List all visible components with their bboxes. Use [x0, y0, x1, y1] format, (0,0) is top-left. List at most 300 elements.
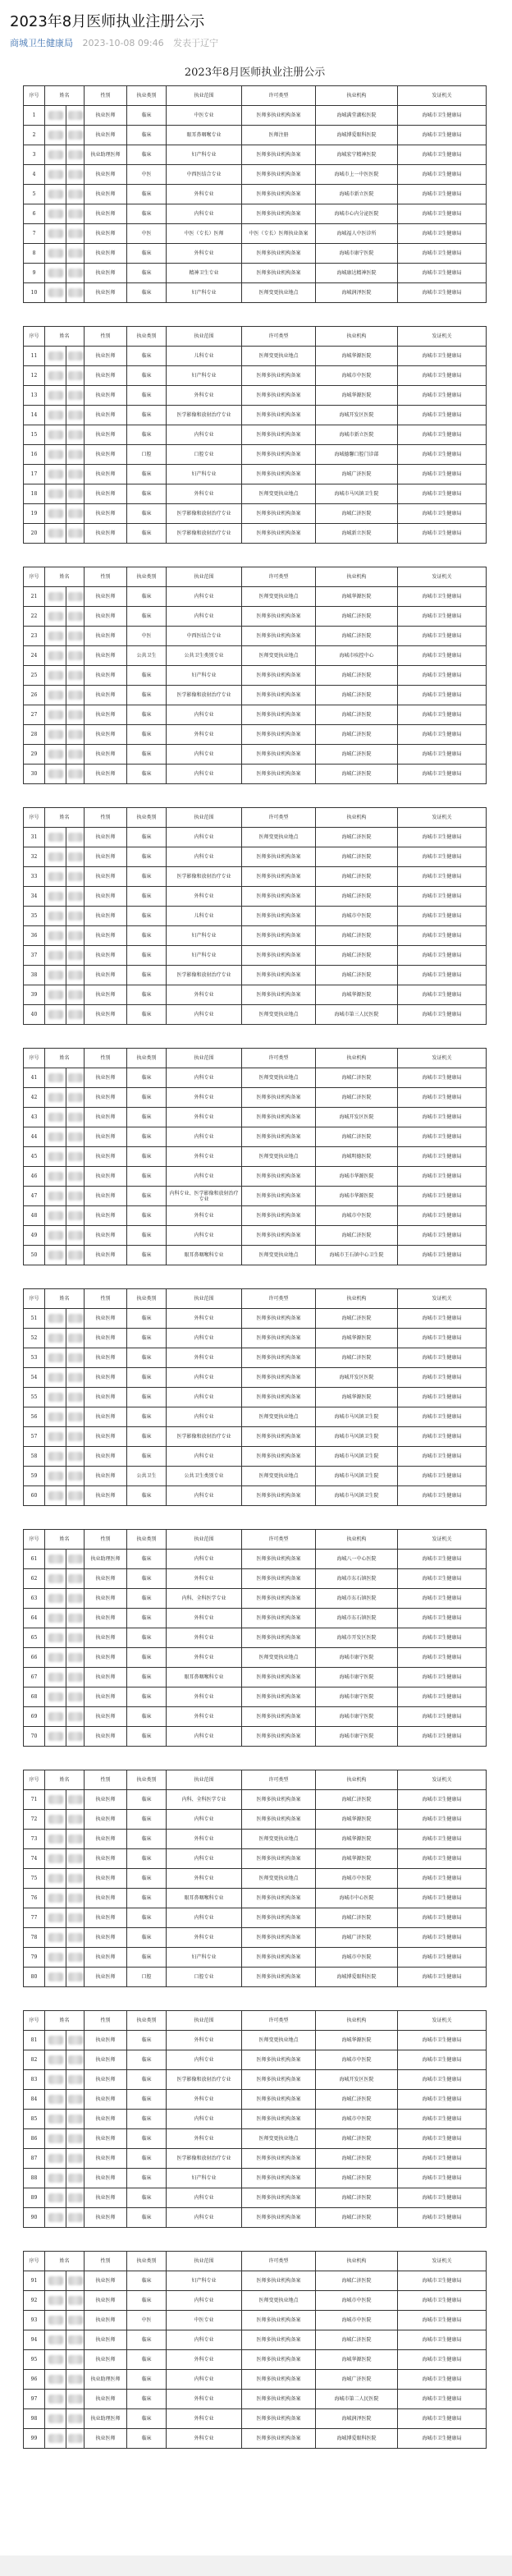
cell-index: 34 — [24, 887, 45, 907]
redacted-name — [68, 2395, 83, 2404]
document-image — [23, 61, 486, 2552]
cell-scope: 内科专业 — [167, 587, 242, 607]
redacted-name — [48, 150, 63, 159]
table-row — [24, 1810, 487, 1830]
cell-category: 临床 — [127, 1206, 167, 1226]
cell-license-type: 执业助理医师 — [85, 2370, 127, 2390]
cell-scope: 内科专业 — [167, 425, 242, 445]
redacted-name — [68, 1673, 83, 1682]
cell-category: 临床 — [127, 1830, 167, 1849]
cell-scope: 外科专业 — [167, 1609, 242, 1628]
table-row — [24, 1088, 487, 1108]
table-row — [24, 2031, 487, 2050]
cell-issuer: 海城市卫生健康局 — [398, 1407, 487, 1427]
cell-scope: 外科专业 — [167, 1309, 242, 1329]
cell-name-redacted-2 — [66, 283, 85, 303]
redacted-name — [68, 710, 83, 719]
cell-license-type: 执业医师 — [85, 1068, 127, 1088]
cell-name-redacted-2 — [66, 1928, 85, 1948]
cell-permit-type: 医师多执业机构备案 — [242, 1368, 316, 1388]
table-row — [24, 1569, 487, 1589]
cell-name-redacted-2 — [66, 1206, 85, 1226]
redacted-name — [68, 651, 83, 660]
cell-index: 46 — [24, 1167, 45, 1187]
table-header-row — [24, 1289, 487, 1309]
cell-name-redacted-2 — [66, 2350, 85, 2370]
cell-issuer: 海城市卫生健康局 — [398, 1187, 487, 1206]
cell-institution: 海城仁济医院 — [316, 745, 398, 765]
redacted-name — [48, 209, 63, 218]
table-row — [24, 1948, 487, 1968]
cell-license-type: 执业医师 — [85, 244, 127, 264]
cell-issuer: 海城市卫生健康局 — [398, 1068, 487, 1088]
cell-institution: 海城华源医院 — [316, 1849, 398, 1869]
redacted-name — [68, 750, 83, 759]
cell-category: 临床 — [127, 1668, 167, 1687]
cell-name-redacted — [45, 907, 66, 926]
header-cell: 执业范围 — [167, 567, 242, 587]
redacted-name — [48, 1192, 63, 1201]
cell-issuer: 海城市卫生健康局 — [398, 406, 487, 425]
cell-index: 3 — [24, 145, 45, 165]
cell-category: 中医 — [127, 2311, 167, 2330]
cell-license-type: 执业医师 — [85, 1167, 127, 1187]
redacted-name — [68, 1412, 83, 1421]
cell-name-redacted — [45, 1687, 66, 1707]
redacted-name — [48, 1834, 63, 1844]
cell-index: 26 — [24, 686, 45, 705]
cell-license-type: 执业医师 — [85, 1467, 127, 1486]
cell-name-redacted — [45, 2149, 66, 2169]
cell-scope: 妇产科专业 — [167, 1948, 242, 1968]
redacted-name — [68, 592, 83, 601]
cell-institution: 海城宏宁精神医院 — [316, 145, 398, 165]
cell-scope: 外科专业 — [167, 185, 242, 204]
redacted-name — [68, 190, 83, 199]
cell-scope: 外科专业 — [167, 725, 242, 745]
cell-name-redacted-2 — [66, 646, 85, 666]
header-cell: 执业类别 — [127, 86, 167, 106]
cell-name-redacted-2 — [66, 106, 85, 126]
redacted-name — [48, 2213, 63, 2222]
cell-index: 93 — [24, 2311, 45, 2330]
table-row — [24, 264, 487, 283]
cell-index: 7 — [24, 224, 45, 244]
cell-name-redacted-2 — [66, 2031, 85, 2050]
redacted-name — [48, 730, 63, 739]
cell-institution: 海城仁济医院 — [316, 1348, 398, 1368]
cell-issuer: 海城市卫生健康局 — [398, 2370, 487, 2390]
cell-name-redacted-2 — [66, 2330, 85, 2350]
table-row — [24, 725, 487, 745]
cell-index: 80 — [24, 1968, 45, 1987]
cell-category: 临床 — [127, 504, 167, 524]
cell-category: 临床 — [127, 1068, 167, 1088]
cell-permit-type: 医师多执业机构备案 — [242, 1329, 316, 1348]
cell-permit-type: 医师变更执业地点 — [242, 283, 316, 303]
cell-institution: 海城市康宁医院 — [316, 244, 398, 264]
cell-institution: 海城华源医院 — [316, 1830, 398, 1849]
cell-name-redacted — [45, 1727, 66, 1747]
cell-scope: 内科、全科医学专业 — [167, 1790, 242, 1810]
table-row — [24, 2129, 487, 2149]
redacted-name — [68, 1491, 83, 1500]
cell-name-redacted-2 — [66, 765, 85, 784]
redacted-name — [48, 750, 63, 759]
cell-name-redacted-2 — [66, 2090, 85, 2110]
cell-index: 82 — [24, 2050, 45, 2070]
section-gap — [24, 1025, 487, 1049]
section-gap — [24, 303, 487, 327]
redacted-name — [68, 1653, 83, 1662]
cell-name-redacted — [45, 106, 66, 126]
cell-license-type: 执业医师 — [85, 1088, 127, 1108]
cell-category: 临床 — [127, 587, 167, 607]
header-cell: 发证机关 — [398, 808, 487, 828]
cell-index: 30 — [24, 765, 45, 784]
cell-index: 92 — [24, 2291, 45, 2311]
cell-name-redacted-2 — [66, 1127, 85, 1147]
cell-permit-type: 医师多执业机构备案 — [242, 386, 316, 406]
cell-category: 临床 — [127, 2090, 167, 2110]
cell-issuer: 海城市卫生健康局 — [398, 985, 487, 1005]
cell-institution: 海城市中医院 — [316, 1869, 398, 1889]
cell-license-type: 执业医师 — [85, 1348, 127, 1368]
cell-name-redacted-2 — [66, 406, 85, 425]
cell-category: 口腔 — [127, 1968, 167, 1987]
cell-issuer: 海城市卫生健康局 — [398, 1127, 487, 1147]
cell-institution: 海城市华源医院 — [316, 1167, 398, 1187]
cell-license-type: 执业医师 — [85, 1648, 127, 1668]
cell-issuer: 海城市卫生健康局 — [398, 2208, 487, 2228]
cell-issuer: 海城市卫生健康局 — [398, 1329, 487, 1348]
cell-name-redacted — [45, 2429, 66, 2449]
cell-permit-type: 医师多执业机构备案 — [242, 185, 316, 204]
redacted-name — [48, 710, 63, 719]
cell-scope: 内科专业、医学影像和放射治疗专业 — [167, 1187, 242, 1206]
cell-permit-type: 医师多执业机构备案 — [242, 1226, 316, 1246]
cell-category: 临床 — [127, 765, 167, 784]
redacted-name — [68, 450, 83, 459]
cell-name-redacted-2 — [66, 445, 85, 465]
table-row — [24, 1628, 487, 1648]
cell-name-redacted-2 — [66, 145, 85, 165]
cell-name-redacted-2 — [66, 1329, 85, 1348]
cell-institution: 海城润泽医院 — [316, 283, 398, 303]
redacted-name — [48, 1491, 63, 1500]
redacted-name — [48, 2174, 63, 2183]
cell-index: 63 — [24, 1589, 45, 1609]
table-row — [24, 445, 487, 465]
cell-license-type: 执业医师 — [85, 2031, 127, 2050]
cell-scope: 精神卫生专业 — [167, 264, 242, 283]
cell-name-redacted-2 — [66, 1790, 85, 1810]
cell-name-redacted — [45, 1309, 66, 1329]
cell-name-redacted-2 — [66, 386, 85, 406]
redacted-name — [68, 2335, 83, 2344]
cell-name-redacted-2 — [66, 587, 85, 607]
cell-index: 95 — [24, 2350, 45, 2370]
cell-permit-type: 医师变更执业地点 — [242, 1648, 316, 1668]
cell-scope: 内科专业 — [167, 1486, 242, 1506]
cell-issuer: 海城市卫生健康局 — [398, 465, 487, 484]
cell-scope: 医学影像和放射治疗专业 — [167, 524, 242, 544]
table-row — [24, 165, 487, 185]
redacted-name — [48, 651, 63, 660]
redacted-name — [48, 1093, 63, 1102]
table-header-row — [24, 1049, 487, 1068]
cell-issuer: 海城市卫生健康局 — [398, 1968, 487, 1987]
cell-name-redacted — [45, 2330, 66, 2350]
cell-scope: 医学影像和放射治疗专业 — [167, 504, 242, 524]
cell-index: 74 — [24, 1849, 45, 1869]
cell-name-redacted — [45, 966, 66, 985]
redacted-name — [48, 2316, 63, 2325]
redacted-name — [68, 229, 83, 238]
redacted-name — [68, 1913, 83, 1922]
cell-institution: 海城市中医院 — [316, 907, 398, 926]
header-cell: 执业范围 — [167, 808, 242, 828]
cell-permit-type: 医师变更执业地点 — [242, 587, 316, 607]
cell-scope: 中医（专长）医师 — [167, 224, 242, 244]
cell-scope: 外科专业 — [167, 1147, 242, 1167]
cell-permit-type: 医师多执业机构备案 — [242, 1628, 316, 1648]
redacted-name — [48, 391, 63, 400]
cell-index: 40 — [24, 1005, 45, 1025]
cell-license-type: 执业医师 — [85, 224, 127, 244]
cell-index: 22 — [24, 607, 45, 627]
table-row — [24, 1108, 487, 1127]
cell-scope: 内科专业 — [167, 1068, 242, 1088]
table-header-row — [24, 2252, 487, 2271]
redacted-name — [68, 1152, 83, 1161]
cell-institution: 海城市东石镇医院 — [316, 1569, 398, 1589]
cell-institution: 海城华源医院 — [316, 2031, 398, 2050]
cell-name-redacted — [45, 1329, 66, 1348]
table-row — [24, 1687, 487, 1707]
cell-issuer: 海城市卫生健康局 — [398, 224, 487, 244]
cell-issuer: 海城市卫生健康局 — [398, 106, 487, 126]
cell-index: 37 — [24, 946, 45, 966]
cell-name-redacted — [45, 1407, 66, 1427]
cell-scope: 中医专业 — [167, 2311, 242, 2330]
cell-institution: 海城市中医院 — [316, 2050, 398, 2070]
cell-category: 临床 — [127, 2350, 167, 2370]
redacted-name — [68, 1692, 83, 1701]
cell-name-redacted-2 — [66, 1648, 85, 1668]
cell-permit-type: 中医（专长）医师执业备案 — [242, 224, 316, 244]
redacted-name — [48, 1231, 63, 1240]
cell-issuer: 海城市卫生健康局 — [398, 1948, 487, 1968]
section-gap — [24, 1265, 487, 1289]
redacted-name — [48, 1554, 63, 1564]
cell-institution: 海城仁济医院 — [316, 946, 398, 966]
header-cell: 执业机构 — [316, 567, 398, 587]
cell-index: 4 — [24, 165, 45, 185]
cell-issuer: 海城市卫生健康局 — [398, 828, 487, 847]
cell-issuer: 海城市卫生健康局 — [398, 1589, 487, 1609]
header-cell: 姓名 — [45, 2011, 85, 2031]
cell-scope: 外科专业 — [167, 1628, 242, 1648]
redacted-name — [48, 411, 63, 420]
cell-name-redacted-2 — [66, 185, 85, 204]
cell-institution: 海城市马风镇卫生院 — [316, 1407, 398, 1427]
header-cell: 序号 — [24, 1289, 45, 1309]
table-row — [24, 1407, 487, 1427]
redacted-name — [48, 288, 63, 297]
cell-scope: 口腔专业 — [167, 445, 242, 465]
redacted-name — [68, 1432, 83, 1441]
cell-category: 临床 — [127, 484, 167, 504]
redacted-name — [48, 2434, 63, 2443]
cell-institution: 海城华源医院 — [316, 587, 398, 607]
cell-name-redacted-2 — [66, 1849, 85, 1869]
redacted-name — [68, 2414, 83, 2423]
cell-name-redacted-2 — [66, 1486, 85, 1506]
cell-name-redacted — [45, 1427, 66, 1447]
cell-scope: 儿科专业 — [167, 347, 242, 366]
cell-category: 临床 — [127, 1628, 167, 1648]
redacted-name — [68, 509, 83, 518]
cell-license-type: 执业医师 — [85, 907, 127, 926]
cell-index: 41 — [24, 1068, 45, 1088]
cell-permit-type: 医师多执业机构备案 — [242, 966, 316, 985]
cell-name-redacted-2 — [66, 1628, 85, 1648]
table-row — [24, 2188, 487, 2208]
header-cell: 许可类型 — [242, 2252, 316, 2271]
cell-permit-type: 医师多执业机构备案 — [242, 1187, 316, 1206]
cell-license-type: 执业医师 — [85, 2271, 127, 2291]
cell-category: 临床 — [127, 1388, 167, 1407]
cell-institution: 海城仁济医院 — [316, 705, 398, 725]
cell-name-redacted — [45, 2350, 66, 2370]
header-cell: 性别 — [85, 2252, 127, 2271]
cell-name-redacted-2 — [66, 1707, 85, 1727]
cell-institution: 海城仁济医院 — [316, 1790, 398, 1810]
cell-scope: 内科专业 — [167, 1167, 242, 1187]
cell-permit-type: 医师多执业机构备案 — [242, 2370, 316, 2390]
cell-license-type: 执业医师 — [85, 2208, 127, 2228]
cell-permit-type: 医师多执业机构备案 — [242, 2311, 316, 2330]
cell-name-redacted — [45, 1968, 66, 1987]
cell-index: 15 — [24, 425, 45, 445]
cell-license-type: 执业医师 — [85, 627, 127, 646]
redacted-name — [68, 1393, 83, 1402]
cell-category: 临床 — [127, 1167, 167, 1187]
cell-scope: 外科专业 — [167, 1648, 242, 1668]
redacted-name — [68, 1554, 83, 1564]
cell-name-redacted — [45, 1246, 66, 1265]
cell-name-redacted — [45, 1648, 66, 1668]
cell-license-type: 执业医师 — [85, 828, 127, 847]
cell-category: 临床 — [127, 2370, 167, 2390]
redacted-name — [68, 150, 83, 159]
redacted-name — [68, 1633, 83, 1642]
cell-index: 85 — [24, 2110, 45, 2129]
cell-license-type: 执业医师 — [85, 406, 127, 425]
cell-license-type: 执业医师 — [85, 1810, 127, 1830]
cell-name-redacted-2 — [66, 1226, 85, 1246]
cell-scope: 中西医结合专业 — [167, 165, 242, 185]
header-cell: 序号 — [24, 86, 45, 106]
table-row — [24, 1908, 487, 1928]
table-row — [24, 1348, 487, 1368]
cell-permit-type: 医师多执业机构备案 — [242, 145, 316, 165]
table-row — [24, 2110, 487, 2129]
redacted-name — [48, 592, 63, 601]
redacted-name — [48, 671, 63, 680]
section-gap — [24, 1987, 487, 2011]
cell-institution: 海城市马风镇卫生院 — [316, 1467, 398, 1486]
cell-issuer: 海城市卫生健康局 — [398, 1388, 487, 1407]
cell-index: 47 — [24, 1187, 45, 1206]
table-row — [24, 686, 487, 705]
cell-license-type: 执业医师 — [85, 705, 127, 725]
cell-name-redacted-2 — [66, 2110, 85, 2129]
cell-scope: 外科专业 — [167, 484, 242, 504]
cell-license-type: 执业医师 — [85, 2311, 127, 2330]
cell-index: 44 — [24, 1127, 45, 1147]
cell-name-redacted-2 — [66, 264, 85, 283]
cell-scope: 口腔专业 — [167, 1968, 242, 1987]
table-row — [24, 2070, 487, 2090]
cell-institution: 海城市康宁医院 — [316, 1707, 398, 1727]
header-cell: 性别 — [85, 1049, 127, 1068]
cell-institution: 海城仁济医院 — [316, 1088, 398, 1108]
cell-permit-type: 医师变更执业地点 — [242, 1869, 316, 1889]
cell-license-type: 执业医师 — [85, 2291, 127, 2311]
table-row — [24, 2050, 487, 2070]
cell-name-redacted — [45, 1388, 66, 1407]
table-row — [24, 465, 487, 484]
cell-index: 11 — [24, 347, 45, 366]
cell-index: 35 — [24, 907, 45, 926]
table-row — [24, 985, 487, 1005]
cell-issuer: 海城市卫生健康局 — [398, 847, 487, 867]
cell-category: 临床 — [127, 1727, 167, 1747]
cell-institution: 海城市中医院 — [316, 2291, 398, 2311]
cell-category: 临床 — [127, 2429, 167, 2449]
cell-permit-type: 医师多执业机构备案 — [242, 445, 316, 465]
table-row — [24, 2169, 487, 2188]
cell-name-redacted — [45, 2129, 66, 2149]
cell-name-redacted — [45, 165, 66, 185]
cell-license-type: 执业医师 — [85, 745, 127, 765]
cell-institution: 海城华源医院 — [316, 2350, 398, 2370]
table-row — [24, 425, 487, 445]
cell-category: 临床 — [127, 966, 167, 985]
cell-license-type: 执业医师 — [85, 2350, 127, 2370]
cell-permit-type: 医师变更执业地点 — [242, 2031, 316, 2050]
cell-permit-type: 医师变更执业地点 — [242, 2291, 316, 2311]
article-source-link[interactable]: 商城卫生健康局 — [10, 38, 73, 48]
cell-category: 临床 — [127, 686, 167, 705]
cell-scope: 中医专业 — [167, 106, 242, 126]
redacted-name — [68, 2095, 83, 2104]
cell-license-type: 执业医师 — [85, 2050, 127, 2070]
redacted-name — [68, 1574, 83, 1583]
redacted-name — [48, 1251, 63, 1260]
cell-category: 临床 — [127, 907, 167, 926]
table-row — [24, 1068, 487, 1088]
cell-name-redacted — [45, 828, 66, 847]
cell-institution: 海城仁济医院 — [316, 2208, 398, 2228]
cell-permit-type: 医师多执业机构备案 — [242, 1108, 316, 1127]
cell-index: 8 — [24, 244, 45, 264]
redacted-name — [48, 2193, 63, 2202]
cell-scope: 眼耳鼻咽喉专业 — [167, 126, 242, 145]
cell-issuer: 海城市卫生健康局 — [398, 1005, 487, 1025]
